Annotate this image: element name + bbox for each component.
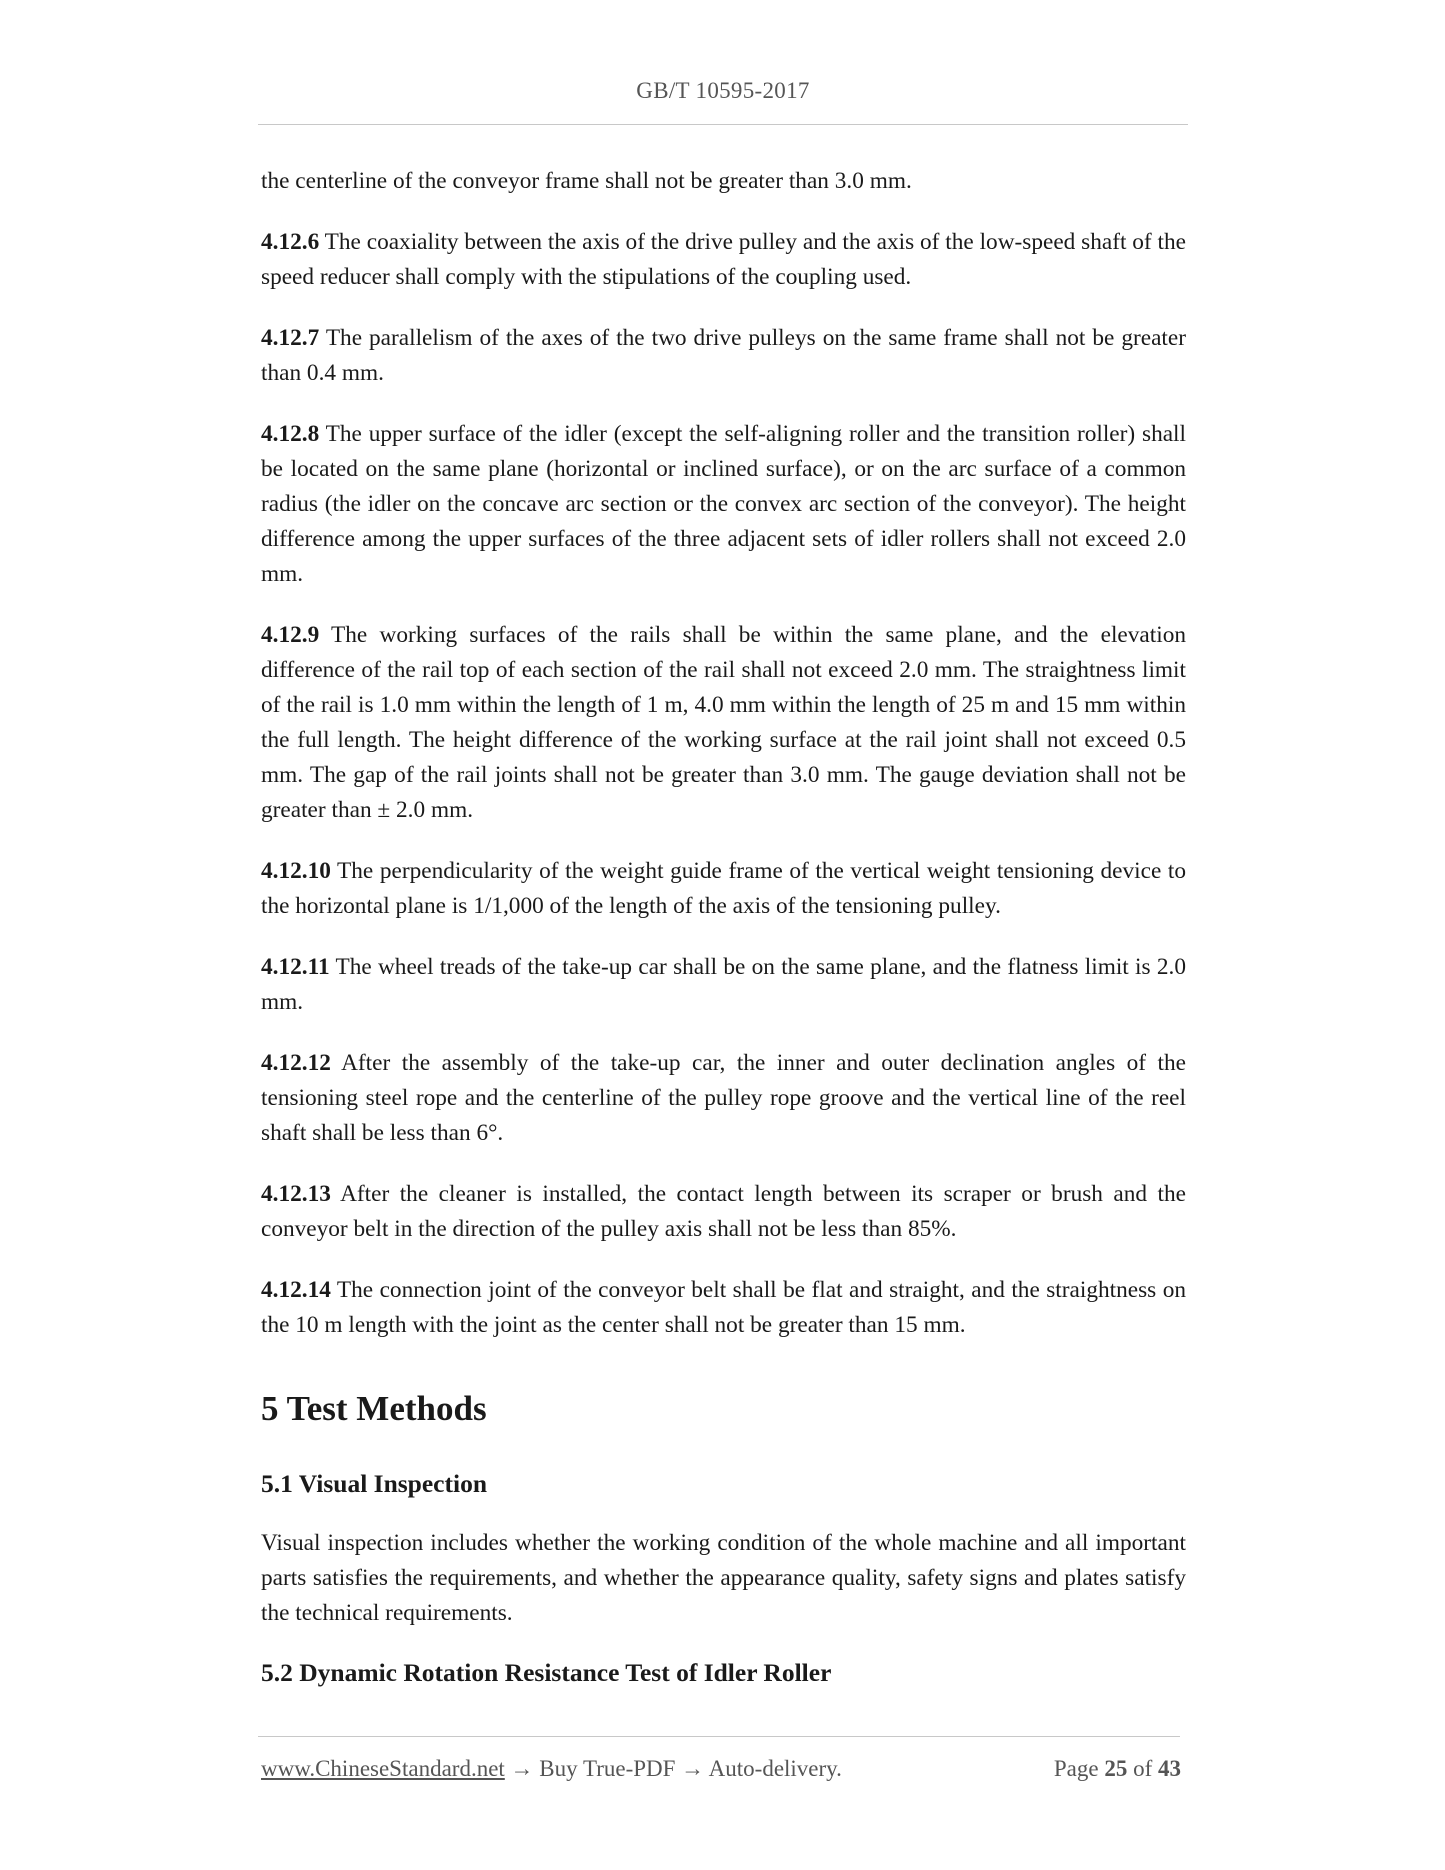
clause-4-12-10 — [261, 854, 1186, 924]
total-page-number: 43 — [1158, 1756, 1181, 1781]
clause-4-12-13 — [261, 1177, 1186, 1247]
clause-number: 4.12.11 — [261, 954, 330, 980]
clause-number: 4.12.10 — [261, 858, 331, 884]
clause-text: The parallelism of the axes of the two drive pulleys on the same frame shall not be greater than 0.4 mm. — [261, 325, 1186, 386]
subsection-heading-5-2: 5.2 Dynamic Rotation Resistance Test of Idler Roller — [261, 1658, 832, 1687]
clause-number: 4.12.12 — [261, 1050, 331, 1076]
clause-4-12-14 — [261, 1273, 1186, 1343]
clause-number: 4.12.14 — [261, 1277, 331, 1303]
clause-text: The perpendicularity of the weight guide frame of the vertical weight tensioning device to the horizontal plane is 1/1,000 of the length of the axis of the tensioning pulley. — [261, 858, 1186, 919]
clause-text: The working surfaces of the rails shall be within the same plane, and the elevation difference of the rail top of each section of the rail shall not exceed 2.0 mm. The straightness limit of the rail is 1.0 mm within the length of 1 m, 4.0 mm within the length of 25 m and 15 mm within the full length. The height difference of the working surface at the rail joint shall not exceed 0.5 mm. The gap of the rail joints shall not be greater than 3.0 mm. The gauge deviation shall not be greater than ± 2.0 mm. — [261, 622, 1186, 823]
clause-4-12-11 — [261, 950, 1186, 1020]
clause-4-12-7 — [261, 321, 1186, 391]
page-header-title: GB/T 10595-2017 — [636, 78, 810, 103]
current-page-number: 25 — [1104, 1756, 1128, 1781]
footer-promo-text: → Buy True-PDF → Auto-delivery. — [504, 1756, 842, 1781]
clause-text: The coaxiality between the axis of the drive pulley and the axis of the low-speed shaft of the speed reducer shall comply with the stipulations of the coupling used. — [261, 229, 1186, 290]
clause-4-12-9 — [261, 618, 1186, 828]
clause-text: After the cleaner is installed, the contact length between its scraper or brush and the conveyor belt in the direction of the pulley axis shall not be less than 85%. — [261, 1181, 1186, 1242]
clause-number: 4.12.9 — [261, 622, 320, 648]
page-of-label: of — [1127, 1756, 1158, 1781]
clause-text: The connection joint of the conveyor belt shall be flat and straight, and the straightness on the 10 m length with the joint as the center shall not be greater than 15 mm. — [261, 1277, 1186, 1338]
footer-promo — [261, 1756, 842, 1782]
paragraph-text: the centerline of the conveyor frame shall not be greater than 3.0 mm. — [261, 168, 912, 194]
clause-4-12-12 — [261, 1046, 1186, 1151]
clause-number: 4.12.13 — [261, 1181, 331, 1207]
website-link[interactable]: www.ChineseStandard.net — [261, 1756, 505, 1781]
subsection-heading-5-1: 5.1 Visual Inspection — [261, 1469, 488, 1498]
clause-text: The upper surface of the idler (except the self-aligning roller and the transition roller) shall be located on the same plane (horizontal or inclined surface), or on the arc surface of a common radius (the idler on the concave arc section or the convex arc section of the conveyor). The height difference among the upper surfaces of the three adjacent sets of idler rollers shall not exceed 2.0 mm. — [261, 421, 1186, 587]
page-counter — [1054, 1756, 1181, 1782]
clause-number: 4.12.8 — [261, 421, 320, 447]
clause-4-12-8 — [261, 417, 1186, 592]
clause-4-12-6 — [261, 225, 1186, 295]
clause-number: 4.12.6 — [261, 229, 320, 255]
header-divider — [258, 124, 1188, 125]
section-heading: 5 Test Methods — [261, 1389, 487, 1428]
clause-text: The wheel treads of the take-up car shall be on the same plane, and the flatness limit is 2.0 mm. — [261, 954, 1186, 1015]
page-label: Page — [1053, 1756, 1105, 1781]
document-body — [261, 164, 1186, 1691]
subsection-text-5-1: Visual inspection includes whether the working condition of the whole machine and all important parts satisfies the requirements, and whether the appearance quality, safety signs and plates satisfy the technical requirements. — [261, 1530, 1186, 1626]
clause-number: 4.12.7 — [261, 325, 320, 351]
clause-text: After the assembly of the take-up car, the inner and outer declination angles of the tensioning steel rope and the centerline of the pulley rope groove and the vertical line of the reel shaft shall be less than 6°. — [261, 1050, 1186, 1146]
footer-divider — [258, 1736, 1180, 1737]
paragraph-continuation — [261, 164, 1186, 199]
